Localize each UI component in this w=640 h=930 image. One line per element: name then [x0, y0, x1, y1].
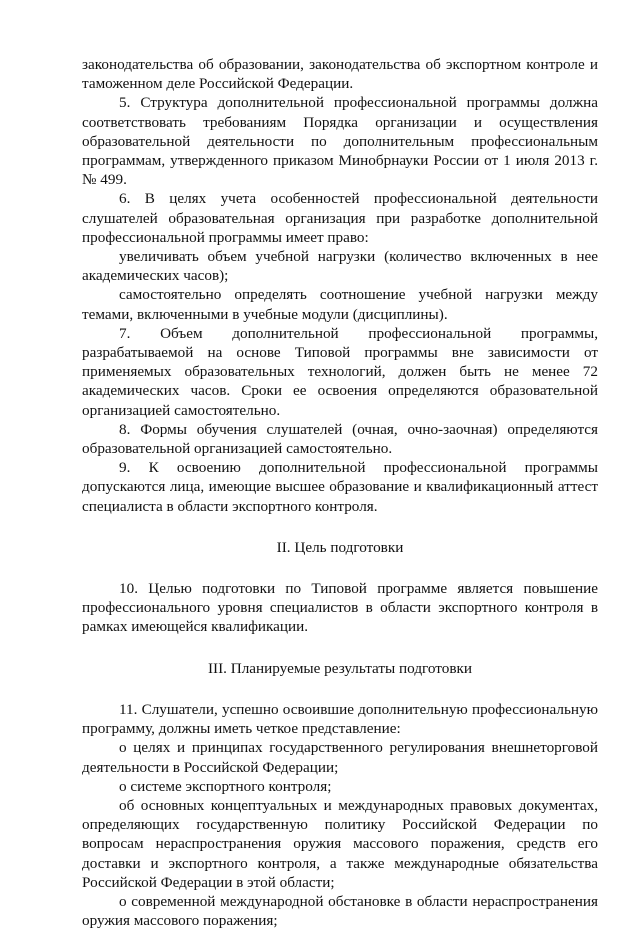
section-heading-2: II. Цель подготовки: [276, 538, 404, 556]
section-heading-3: III. Планируемые результаты подготовки: [207, 659, 472, 677]
paragraph-6-item-2: самостоятельно определять соотношение учебной нагрузки между темами, включенными в учебные модули (дисциплины).: [82, 286, 598, 323]
paragraph-7: 7. Объем дополнительной профессиональной программы, разрабатываемой на основе Типовой программы вне зависимости от применяемых образовательных технологий, должен быть не менее 72 академических часов. Сроки ее освоения определяются образовательной организацией самостоятельно.: [82, 324, 598, 419]
paragraph-6-item-1: увеличивать объем учебной нагрузки (количество включенных в нее академических часов);: [82, 248, 598, 285]
paragraph-intro: законодательства об образовании, законодательства об экспортном контроле и таможенном деле Российской Федерации.: [82, 56, 598, 93]
document-body: [82, 55, 598, 930]
paragraph-8: 8. Формы обучения слушателей (очная, очно-заочная) определяются образовательной организацией самостоятельно.: [82, 420, 598, 458]
paragraph-11: 11. Слушатели, успешно освоившие дополнительную профессиональную программу, должны иметь четкое представление:: [82, 700, 598, 738]
paragraph-9: 9. К освоению дополнительной профессиональной программы допускаются лица, имеющие высшее образование и квалификационный аттест специалиста в области экспортного контроля.: [82, 459, 598, 515]
paragraph-10: 10. Целью подготовки по Типовой программе является повышение профессионального уровня специалистов в области экспортного контроля в рамках имеющейся квалификации.: [82, 580, 598, 636]
paragraph-11-item-3: об основных концептуальных и международных правовых документах, определяющих государственную политику Российской Федерации по вопросам нераспространения оружия массового поражения, средств его доставки и экспортного контроля, а также международные обязательства Российской Федерации в этой области;: [82, 796, 598, 891]
paragraph-11-item-1: о целях и принципах государственного регулирования внешнеторговой деятельности в Российской Федерации;: [82, 739, 598, 776]
paragraph-6: 6. В целях учета особенностей профессиональной деятельности слушателей образовательная организация при разработке дополнительной профессиональной программы имеет право:: [82, 190, 598, 246]
paragraph-11-item-2: о системе экспортного контроля;: [119, 777, 332, 795]
paragraph-11-item-4: о современной международной обстановке в области нераспространения оружия массового поражения;: [82, 892, 598, 930]
paragraph-5: 5. Структура дополнительной профессиональной программы должна соответствовать требованиям Порядка организации и осуществления образовательной деятельности по дополнительным профессиональным программам, утвержденного приказом Минобрнауки России от 1 июля 2013 г. № 499.: [82, 94, 598, 189]
